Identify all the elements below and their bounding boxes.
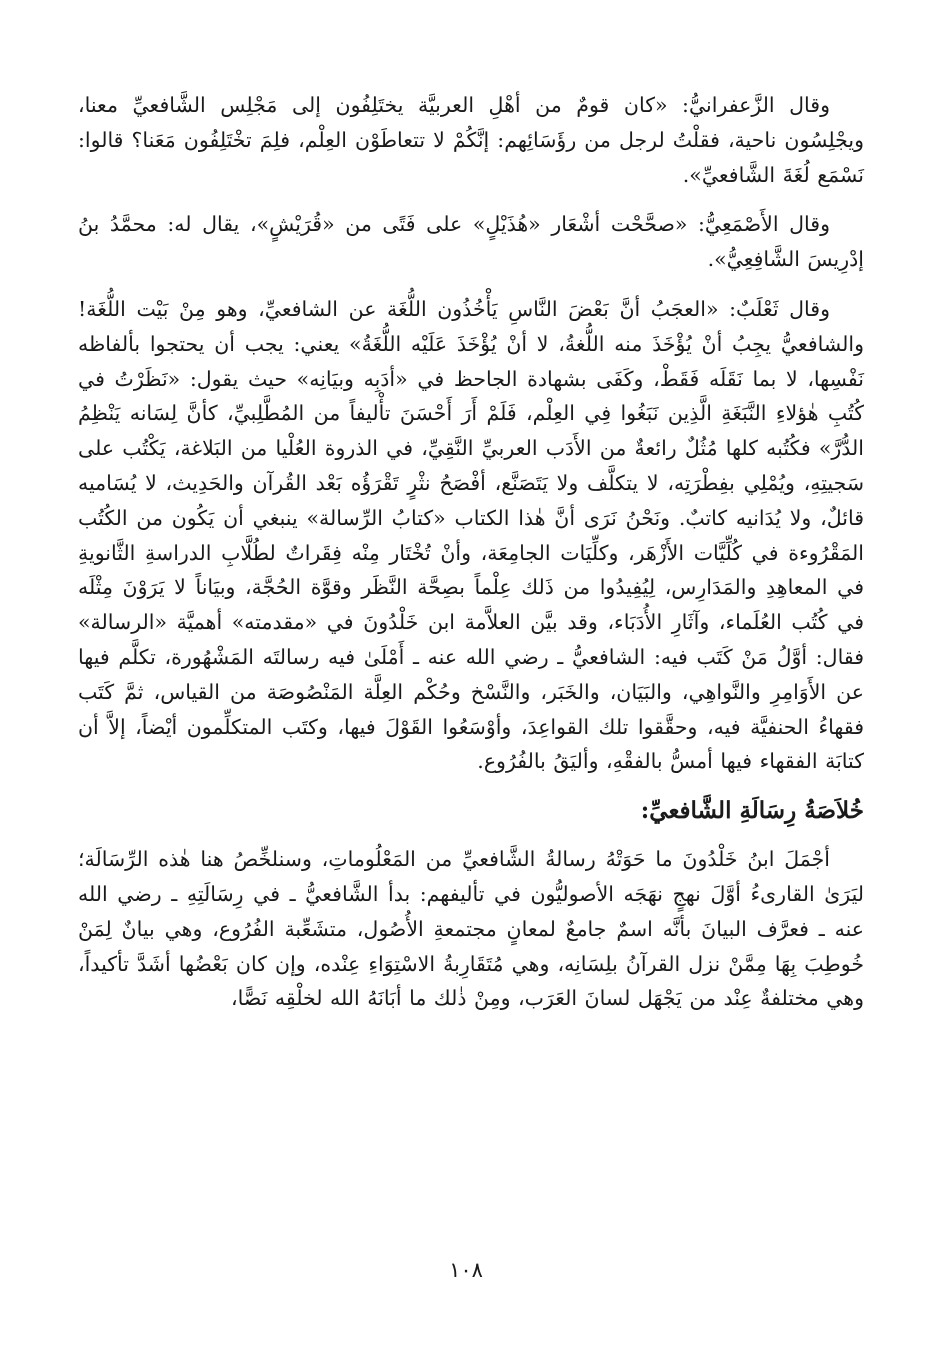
- paragraph-asmai: وقال الأَصْمَعِيُّ: «صحَّحْت أشْعَار «هُذَيْلٍ» على فَتًى من «قُرَيْشٍ»، يقال له: محمَّدُ بنُ إدْرِيسَ الشَّافِعِيُّ».: [78, 212, 864, 272]
- paragraph-thalab: وقال ثَعْلَبٌ: «العجَبُ أنَّ بَعْضَ النَّاسِ يَأْخُذُون اللُّغَة عن الشافعيِّ، وهو مِنْ بَيْت اللُّغَة! والشافعيُّ يجِبُ أنْ يُؤْخَذَ منه اللُّغةُ، لا أنْ يُؤْخَذَ عَلَيْه اللُّغَةُ» يعني: يجب أن يحتجوا بألفاظه نَفْسِها، لا بما نَقَلَه فَقَطْ، وكَفَى بشهادة الجاحظ في «أدَبِه وبيَانِه» حيث يقول: «نَظَرْتُ في كُتُبِ هٰؤلاءِ النَّبَغَةِ الَّذِين نَبَغُوا فِي العِلْم، فَلَمْ أَرَ أَحْسَنَ تأْليفاً من المُطَّلِبيِّ، كأنَّ لِسَانه يَنْظِمُ الدُّرَّ» فكُتُبه كلها مُثُلٌ رائعةٌ من الأَدَب العربيِّ النَّقِيِّ، في الذروة العُلْيا من البَلاغة، يَكْتُب على سَجيتِهِ، ويُمْلِي بفِطْرَتِه، لا يتكلَّف ولا يَتَصَنَّع، أفْصَحُ نثْرٍ تَقْرَؤُه بَعْد القُرآن والحَدِيث، لا يُسَاميه قائلٌ، ولا يُدَانيه كاتبٌ. ونَحْنُ نَرَى أنَّ هٰذا الكتاب «كتابُ الرِّسالة» ينبغي أن يَكُون من الكُتُب المَقْرُوءة في كُلِّيَّات الأَزْهَر، وكلِّيَات الجامِعَة، وأنْ تُخْتَار مِنْه فِقَراتٌ لطُلَّابِ الدراسةِ الثَّانويةِ في المعاهِدِ والمَدَارِس، لِيُفِيدُوا من ذَلك عِلْماً بصِحَّة النَّظَر وقوَّة الحُجَّة، وبيَاناً لا يَرَوْنَ مِثْلَه في كُتُب العُلَماء، وآثَارِ الأُدَبَاء، وقد بيَّن العلاَّمة ابن خَلْدُونَ في «مقدمته» أهميَّة «الرسالة» فقال: أوَّلُ مَنْ كَتَب فيه: الشافعيُّ ـ رضي الله عنه ـ أَمْلَىٰ فيه رسالتَه المَشْهُورة، تكلَّم فيها عن الأَوَامِرِ والنَّواهِي، والبَيَان، والخَبَر، والنَّسْخ وحُكْم العِلَّة المَنْصُوصَة من القياس، ثمَّ كَتَب فقهاءُ الحنفيَّة فيه، وحقَّقوا تلك القواعِدَ، وأوْسَعُوا القَوْلَ فيها، وكتَب المتكلِّمون أيْضاً، إلاَّ أن كتابَة الفقهاء فيها أمسُّ بالفقْهِ، وأليَقُ بالفُرُوع.: [78, 296, 864, 774]
- section-heading: خُلاَصَةُ رِسَالَةِ الشَّافعيِّ:: [640, 797, 864, 825]
- paragraph-summary: أجْمَلَ ابنُ خَلْدُونَ ما حَوَتْهُ رسالةُ الشَّافعيِّ من المَعْلُوماتِ، وسنلخِّصُ هنا هٰذه الرِّسَالَة؛ ليَرَىٰ القارىءُ أوَّلَ نهجٍ نهَجَه الأصوليُّون في تأليفهم: بدأ الشَّافعيُّ ـ في رِسَالَتِهِ ـ رضي الله عنه ـ فعرَّف البيانَ بأنَّه اسمٌ جامعٌ لمعانٍ مجتمعةِ الأُصُول، متشَعِّبة الفُرُوع، وهي بيانٌ لِمَنْ خُوطِبَ بِهَا مِمَّنْ نزل القرآنُ بلِسَانِه، وهي مُتَقَارِبةُ الاسْتِوَاءِ عِنْده، وإن كان بَعْضُها أشَدَّ تأكيداً، وهي مختلفةٌ عِنْد من يَجْهَل لسانَ العَرَب، ومِنْ ذٰلك ما أبَانَهُ الله لخلْقِه نَصًّا،: [78, 847, 864, 1011]
- page-body: [78, 88, 864, 1031]
- paragraph-zafarani: وقال الزَّعفرانيُّ: «كان قومٌ من أهْلِ العربيَّة يختَلِفُون إلى مَجْلِس الشَّافعيِّ معنا، ويجْلِسُون ناحية، فقلْتُ لرجل من رؤَسَائِهم: إنَّكُمْ لا تتعاطَوْن العِلْم، فلِمَ تخْتَلِفُون مَعَنا؟ قالوا: نَسْمَع لُغَةَ الشَّافعيِّ».: [78, 93, 864, 187]
- page-number: ١٠٨: [449, 1258, 483, 1282]
